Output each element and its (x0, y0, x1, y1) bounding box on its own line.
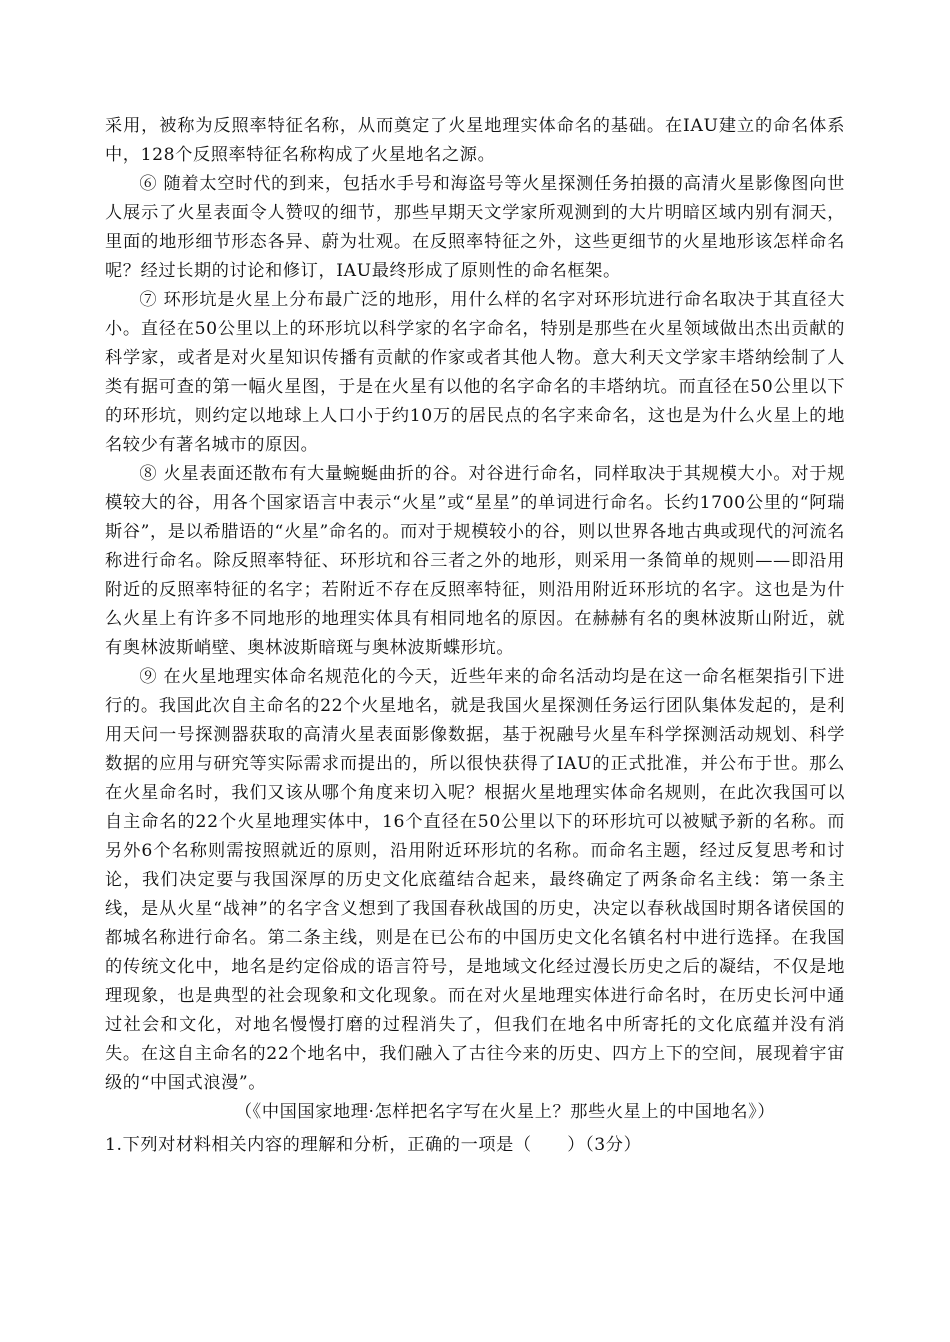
document-page (105, 112, 845, 1160)
source-citation: （《中国国家地理·怎样把名字写在火星上？那些火星上的中国地名》） (234, 1102, 776, 1122)
question-1: 1.下列对材料相关内容的理解和分析，正确的一项是（ ）（3分） (105, 1135, 642, 1155)
paragraph-8: ⑧ 火星表面还散布有大量蜿蜒曲折的谷。对谷进行命名，同样取决于其规模大小。对于规模较大的谷，用各个国家语言中表示“火星”或“星星”的单词进行命名。长约1700公里的“阿瑞斯谷”，是以希腊语的“火星”命名的。而对于规模较小的谷，则以世界各地古典或现代的河流名称进行命名。除反照率特征、环形坑和谷三者之外的地形，则采用一条简单的规则——即沿用附近的反照率特征的名字；若附近不存在反照率特征，则沿用附近环形坑的名字。这也是为什么火星上有许多不同地形的地理实体具有相同地名的原因。在赫赫有名的奥林波斯山附近，就有奥林波斯峭壁、奥林波斯暗斑与奥林波斯蝶形坑。 (105, 464, 845, 658)
paragraph-7: ⑦ 环形坑是火星上分布最广泛的地形，用什么样的名字对环形坑进行命名取决于其直径大小。直径在50公里以上的环形坑以科学家的名字命名，特别是那些在火星领域做出杰出贡献的科学家，或者是对火星知识传播有贡献的作家或者其他人物。意大利天文学家丰塔纳绘制了人类有据可查的第一幅火星图，于是在火星有以他的名字命名的丰塔纳坑。而直径在50公里以下的环形坑，则约定以地球上人口小于约10万的居民点的名字来命名，这也是为什么火星上的地名较少有著名城市的原因。 (105, 290, 845, 455)
paragraph-9: ⑨ 在火星地理实体命名规范化的今天，近些年来的命名活动均是在这一命名框架指引下进行的。我国此次自主命名的22个火星地名，就是我国火星探测任务运行团队集体发起的，是利用天问一号探测器获取的高清火星表面影像数据，基于祝融号火星车科学探测活动规划、科学数据的应用与研究等实际需求而提出的，所以很快获得了IAU的正式批准，并公布于世。那么在火星命名时，我们又该从哪个角度来切入呢？根据火星地理实体命名规则，在此次我国可以自主命名的22个火星地理实体中，16个直径在50公里以下的环形坑可以被赋予新的名称。而另外6个名称则需按照就近的原则，沿用附近环形坑的名称。而命名主题，经过反复思考和讨论，我们决定要与我国深厚的历史文化底蕴结合起来，最终确定了两条命名主线：第一条主线，是从火星“战神”的名字含义想到了我国春秋战国的历史，决定以春秋战国时期各诸侯国的都城名称进行命名。第二条主线，则是在已公布的中国历史文化名镇名村中进行选择。在我国的传统文化中，地名是约定俗成的语言符号，是地域文化经过漫长历史之后的凝结，不仅是地理现象，也是典型的社会现象和文化现象。而在对火星地理实体进行命名时，在历史长河中通过社会和文化，对地名慢慢打磨的过程消失了，但我们在地名中所寄托的文化底蕴并没有消失。在这自主命名的22个地名中，我们融入了古往今来的历史、四方上下的空间，展现着宇宙级的“中国式浪漫”。 (105, 667, 845, 1093)
paragraph-continued: 采用，被称为反照率特征名称，从而奠定了火星地理实体命名的基础。在IAU建立的命名体系中，128个反照率特征名称构成了火星地名之源。 (105, 116, 845, 165)
paragraph-6: ⑥ 随着太空时代的到来，包括水手号和海盗号等火星探测任务拍摄的高清火星影像图向世人展示了火星表面令人赞叹的细节，那些早期天文学家所观测到的大片明暗区域内别有洞天，里面的地形细节形态各异、蔚为壮观。在反照率特征之外，这些更细节的火星地形该怎样命名呢？经过长期的讨论和修订，IAU最终形成了原则性的命名框架。 (105, 174, 845, 281)
